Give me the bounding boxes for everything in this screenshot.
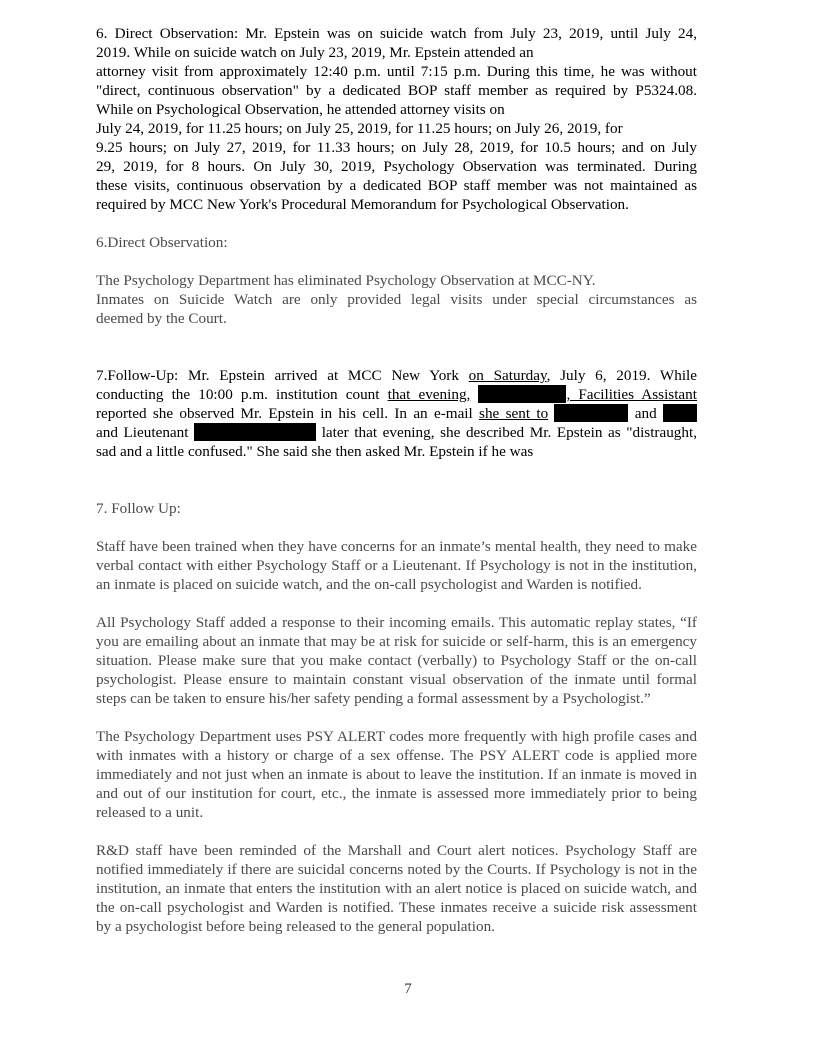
page-number: 7 [404, 981, 412, 997]
text-line: 2019. While on suicide watch on July 23, 2019, Mr. Epstein attended an [96, 44, 534, 61]
text-line: Inmates on Suicide Watch are only provided legal visits under special circumstances as [96, 291, 697, 308]
section-7-response-paragraph: Staff have been trained when they have concerns for an inmate’s mental health, they need to make verbal contact with either Psychology Staff or a Lieutenant. If Psychology is not in the institution, an inmate is placed on suicide watch, and the on-call psychologist and Warden is notified. [96, 538, 697, 593]
text-line: required by MCC New York's Procedural Memorandum for Psychological Observation. [96, 196, 629, 213]
text-line: July 24, 2019, for 11.25 hours; on July 25, 2019, for 11.25 hours; on July 26, 2019, for [96, 120, 623, 137]
text-line: sad and a little confused." She said she then asked Mr. Epstein if he was [96, 443, 534, 460]
text-line: 6. Direct Observation: Mr. Epstein was on suicide watch from July 23, 2019, until July 24, [96, 25, 697, 42]
section-7-response-paragraph: The Psychology Department uses PSY ALERT codes more frequently with high profile cases and with inmates with a history or charge of a sex offense. The PSY ALERT code is applied more immediately and not just when an inmate is about to leave the institution. If an inmate is moved in and out of our institution for court, etc., the inmate is assessed more immediately prior to being released to a unit. [96, 728, 697, 821]
redaction-box [478, 385, 566, 403]
text-line: conducting the 10:00 p.m. institution count that evening, , Facilities Assistant [96, 386, 697, 403]
text-line: these visits, continuous observation by a dedicated BOP staff member was not maintained as [96, 177, 697, 194]
section-7-response-paragraph: All Psychology Staff added a response to their incoming emails. This automatic replay states, “If you are emailing about an inmate that may be at risk for suicide or self-harm, this is an emergency situation. Please make sure that you make contact (verbally) to Psychology Staff or the on-call psychologist. Please ensure to maintain constant visual observation of the inmate until formal steps can be taken to ensure his/her safety pending a formal assessment by a Psychologist.” [96, 614, 697, 707]
text-line: and Lieutenant later that evening, she described Mr. Epstein as "distraught, [96, 424, 698, 441]
redaction-box [194, 423, 316, 441]
text-line: The Psychology Department has eliminated Psychology Observation at MCC-NY. [96, 272, 596, 289]
text-line: 9.25 hours; on July 27, 2019, for 11.33 hours; on July 28, 2019, for 10.5 hours; and on July [96, 139, 697, 156]
section-6-finding [96, 24, 697, 214]
section-7-finding [96, 366, 697, 461]
redaction-box [554, 404, 628, 422]
section-7-response-paragraph: R&D staff have been reminded of the Marshall and Court alert notices. Psychology Staff are notified immediately if there are suicidal concerns noted by the Courts. If Psychology is not in the institution, an inmate that enters the institution with an alert notice is placed on suicide watch, and the on-call psychologist and Warden is notified. These inmates receive a suicide risk assessment by a psychologist before being released to the general population. [96, 842, 697, 935]
text-line: While on Psychological Observation, he attended attorney visits on [96, 101, 505, 118]
text-line: deemed by the Court. [96, 310, 227, 327]
text-line: 29, 2019, for 8 hours. On July 30, 2019, Psychology Observation was terminated. During [96, 158, 697, 175]
document-page [96, 24, 697, 936]
section-6-response-heading: 6.Direct Observation: [96, 234, 228, 251]
section-6-response [96, 271, 697, 328]
section-7-response-heading: 7. Follow Up: [96, 500, 181, 517]
redaction-box [663, 404, 697, 422]
text-line: attorney visit from approximately 12:40 p.m. until 7:15 p.m. During this time, he was without [96, 63, 697, 80]
text-line: reported she observed Mr. Epstein in his cell. In an e-mail she sent to and [96, 404, 697, 423]
text-line: 7.Follow-Up: Mr. Epstein arrived at MCC New York on Saturday, July 6, 2019. While [96, 367, 697, 384]
text-line: "direct, continuous observation" by a dedicated BOP staff member as required by P5324.08. [96, 82, 697, 99]
